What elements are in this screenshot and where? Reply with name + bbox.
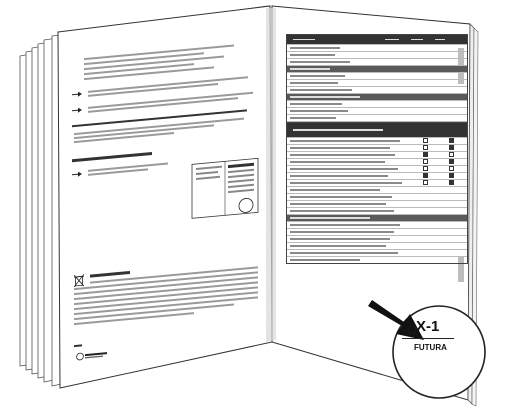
model-code-label: X-1	[416, 318, 440, 335]
left-page-content	[64, 13, 270, 350]
section-heading-bar	[72, 152, 152, 162]
checkbox-mark	[423, 173, 428, 178]
checkbox-mark	[423, 166, 428, 171]
checkbox-mark	[449, 166, 454, 171]
table-row	[287, 158, 467, 165]
table-row	[287, 186, 467, 193]
features-table	[286, 122, 468, 264]
model-name-label: FUTURA	[414, 343, 447, 352]
table-section-row	[287, 93, 467, 100]
checkbox-mark	[423, 138, 428, 143]
recycle-bin-icon	[74, 274, 84, 287]
callout-divider	[402, 338, 454, 339]
text-line	[90, 271, 130, 277]
table-row	[287, 193, 467, 200]
note-hand-icon	[72, 170, 82, 178]
table-row	[287, 242, 467, 249]
table-row	[287, 207, 467, 214]
checkbox-mark	[449, 152, 454, 157]
table-row	[287, 114, 467, 121]
table-row	[287, 165, 467, 172]
checkbox-mark	[449, 145, 454, 150]
table-row	[287, 249, 467, 256]
checkbox-mark	[449, 173, 454, 178]
table-section-row	[287, 214, 467, 221]
table-row	[287, 79, 467, 86]
table-row	[287, 100, 467, 107]
right-page-content	[276, 22, 468, 350]
table-row	[287, 235, 467, 242]
table-row	[287, 179, 467, 186]
table-row	[287, 256, 467, 263]
checkbox-mark	[449, 159, 454, 164]
table-row	[287, 228, 467, 235]
note-hand-icon	[72, 90, 82, 98]
table-row	[287, 86, 467, 93]
note-hand-icon	[72, 106, 82, 114]
checkbox-mark	[423, 152, 428, 157]
text-line	[88, 92, 253, 109]
features-table-header	[287, 123, 467, 137]
table-row	[287, 44, 467, 51]
table-row	[287, 51, 467, 58]
table-row	[287, 107, 467, 114]
table-row	[287, 72, 467, 79]
checkbox-mark	[423, 180, 428, 185]
spec-table	[286, 34, 468, 129]
page-number-mark	[74, 344, 82, 347]
checkbox-mark	[449, 180, 454, 185]
table-row	[287, 200, 467, 207]
table-row	[287, 172, 467, 179]
table-row	[287, 221, 467, 228]
text-line	[88, 76, 248, 92]
table-row	[287, 58, 467, 65]
table-row	[287, 144, 467, 151]
checkbox-mark	[423, 159, 428, 164]
table-row	[287, 151, 467, 158]
checkbox-mark	[423, 145, 428, 150]
checkbox-mark	[449, 138, 454, 143]
mini-booklet-illustration	[190, 154, 262, 223]
table-section-row	[287, 65, 467, 72]
spec-table-header	[287, 35, 467, 44]
table-row	[287, 137, 467, 144]
